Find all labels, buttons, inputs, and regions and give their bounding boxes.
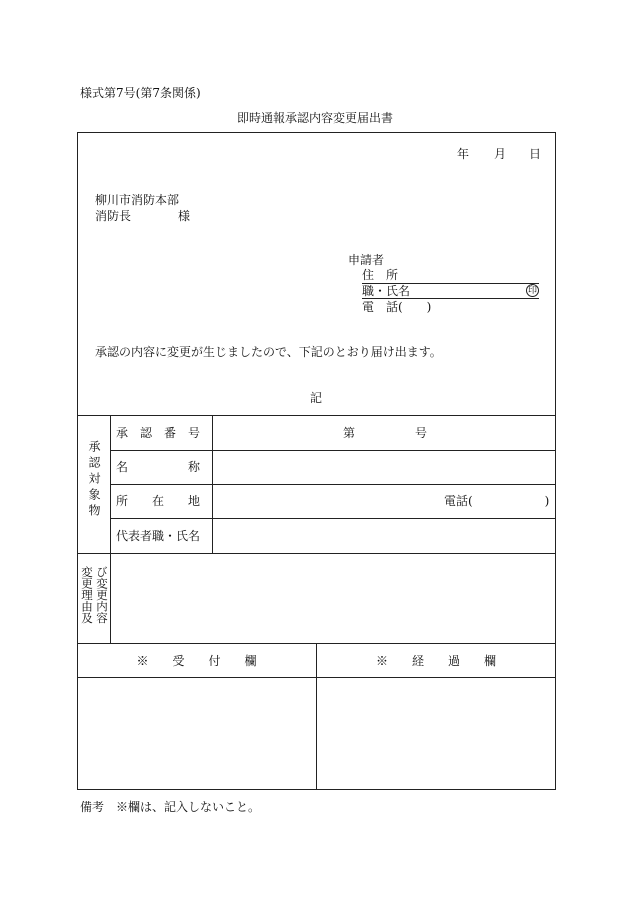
date-year: 年	[457, 147, 470, 161]
form-title: 即時通報承認内容変更届出書	[236, 111, 393, 125]
recipient-honorific: 様	[178, 209, 191, 223]
row-divider-4	[77, 553, 556, 554]
applicant-header: 申請者	[348, 253, 385, 267]
location-label: 所 在 地	[116, 494, 201, 508]
ki-mark: 記	[310, 391, 323, 405]
table-top-line	[77, 415, 556, 416]
statement-text: 承認の内容に変更が生じましたので、下記のとおり届け出ます。	[95, 345, 442, 359]
approval-number-value: 第 号	[343, 426, 428, 440]
phone-field-label: 電話( )	[444, 494, 550, 508]
applicant-phone-label: 電 話( )	[362, 300, 432, 314]
form-number-label: 様式第7号(第7条関係)	[80, 86, 201, 100]
row-divider-6	[77, 677, 556, 678]
change-reason-label-col1: 変更理由及	[80, 566, 94, 624]
change-reason-label-col2: び変更内容	[95, 566, 109, 624]
approval-number-label: 承 認 番 号	[116, 426, 201, 440]
applicant-address-label: 住 所	[362, 268, 399, 282]
representative-label: 代表者職・氏名	[116, 529, 201, 543]
name-label: 名 称	[116, 460, 201, 474]
date-month: 月	[494, 147, 507, 161]
reception-column-header: ※ 受 付 欄	[136, 654, 257, 668]
approval-target-label: 承認対象物	[87, 440, 101, 520]
recipient-organization: 柳川市消防本部	[95, 193, 180, 207]
recipient-role: 消防長	[95, 209, 132, 223]
applicant-name-label: 職・氏名	[362, 284, 411, 298]
progress-column-header: ※ 経 過 欄	[375, 654, 496, 668]
remarks-note: 備考 ※欄は、記入しないこと。	[80, 800, 261, 814]
date-day: 日	[529, 147, 542, 161]
row-divider-2	[110, 484, 556, 485]
seal-mark: 印	[527, 286, 537, 296]
row-divider-1	[110, 450, 556, 451]
row-divider-3	[110, 518, 556, 519]
applicant-name-line	[362, 298, 539, 299]
